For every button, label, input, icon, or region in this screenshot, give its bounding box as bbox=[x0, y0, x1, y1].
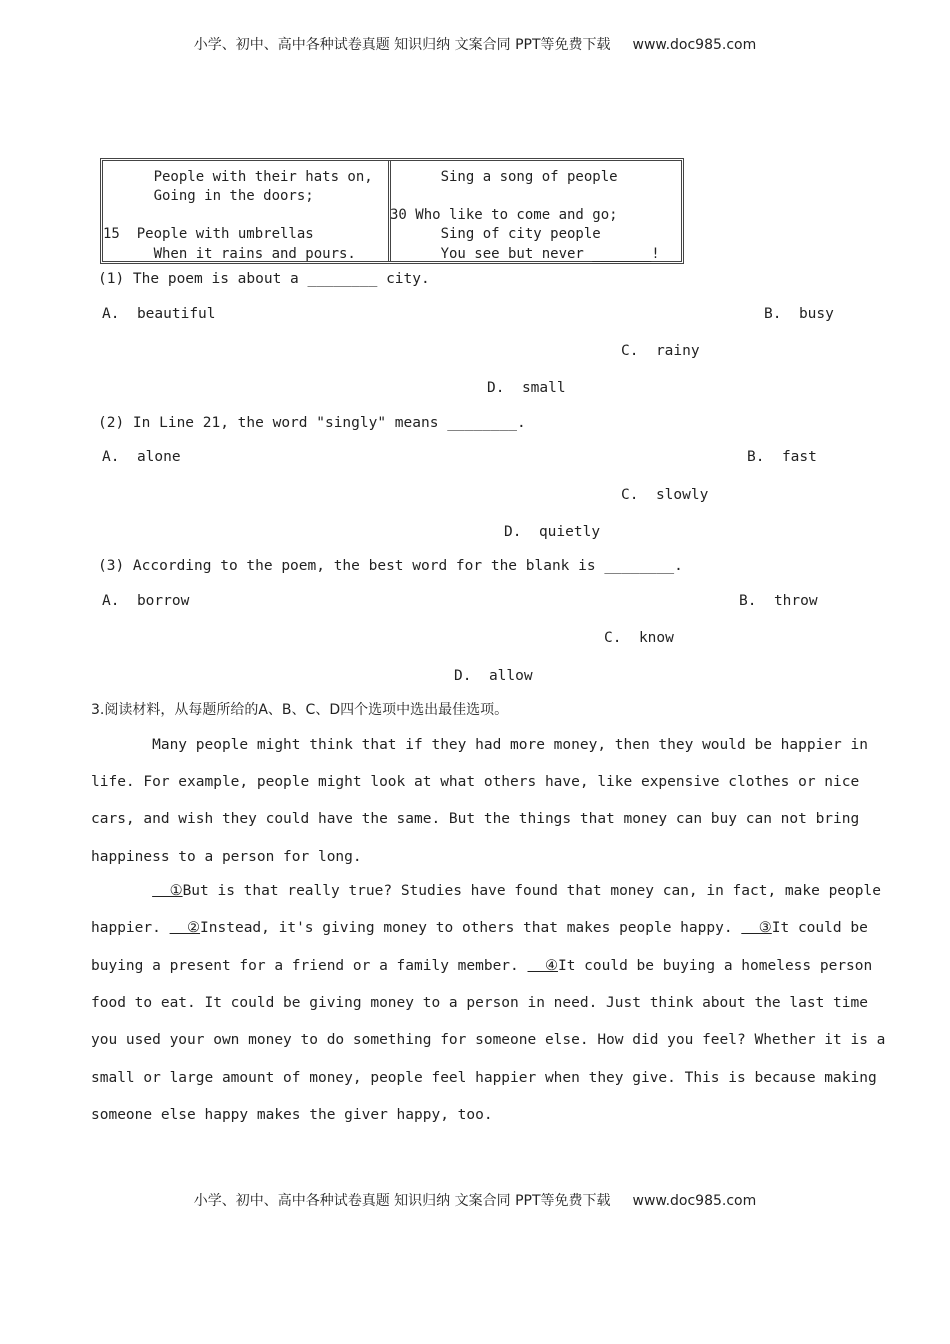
footer-url[interactable]: www.doc985.com bbox=[632, 1193, 757, 1209]
passage-p1-line-2: life. For example, people might look at what others have, like expensive clothes or nice bbox=[91, 774, 860, 790]
poem-right-line-1: Sing a song of people bbox=[390, 169, 618, 185]
option-letter: B. bbox=[764, 306, 782, 322]
passage-p2-line-3 bbox=[91, 956, 872, 976]
page-header bbox=[0, 34, 950, 54]
option-text: alone bbox=[136, 449, 181, 465]
q1-option-c[interactable] bbox=[621, 341, 700, 361]
section-3-title: 3.阅读材料，从每题所给的A、B、C、D四个选项中选出最佳选项。 bbox=[91, 702, 509, 718]
option-letter: C. bbox=[621, 487, 639, 503]
option-letter: A. bbox=[102, 593, 120, 609]
option-text: slowly bbox=[655, 487, 709, 503]
page-footer bbox=[0, 1190, 950, 1210]
poem-left-line-4: 15 People with umbrellas bbox=[103, 226, 314, 242]
passage-text: It could be buying a homeless person bbox=[557, 958, 873, 974]
passage-text: But is that really true? Studies have found that money can, in fact, make people bbox=[182, 883, 881, 899]
question-1-stem: (1) The poem is about a ________ city. bbox=[98, 271, 430, 287]
poem-left-line-5: When it rains and pours. bbox=[103, 246, 356, 262]
q1-option-b[interactable] bbox=[764, 304, 834, 324]
passage-p2-line-2 bbox=[91, 918, 868, 938]
option-text: fast bbox=[781, 449, 817, 465]
option-letter: A. bbox=[102, 306, 120, 322]
passage-p2-line-1 bbox=[91, 881, 881, 901]
indent bbox=[91, 883, 152, 899]
question-2-stem: (2) In Line 21, the word "singly" means ________. bbox=[98, 415, 526, 431]
poem-left-line-1: People with their hats on, bbox=[103, 169, 373, 185]
option-letter: D. bbox=[487, 380, 505, 396]
option-letter: D. bbox=[454, 668, 472, 684]
option-text: busy bbox=[798, 306, 834, 322]
q3-option-d[interactable] bbox=[454, 666, 533, 686]
option-letter: D. bbox=[504, 524, 522, 540]
option-text: know bbox=[638, 630, 674, 646]
option-text: rainy bbox=[655, 343, 700, 359]
blank-3[interactable]: ③ bbox=[741, 920, 772, 936]
passage-p1-line-4: happiness to a person for long. bbox=[91, 849, 362, 865]
passage-text: buying a present for a friend or a family member. bbox=[91, 958, 528, 974]
q3-option-b[interactable] bbox=[739, 591, 818, 611]
passage-text: It could be bbox=[771, 920, 868, 936]
q1-option-d[interactable] bbox=[487, 378, 566, 398]
header-url[interactable]: www.doc985.com bbox=[632, 37, 757, 53]
option-letter: B. bbox=[739, 593, 757, 609]
option-text: quietly bbox=[538, 524, 601, 540]
q2-option-c[interactable] bbox=[621, 485, 708, 505]
passage-text: Instead, it's giving money to others that makes people happy. bbox=[200, 920, 742, 936]
option-letter: C. bbox=[604, 630, 622, 646]
option-text: small bbox=[521, 380, 566, 396]
question-3-stem: (3) According to the poem, the best word for the blank is ________. bbox=[98, 558, 683, 574]
option-letter: C. bbox=[621, 343, 639, 359]
q3-option-a[interactable] bbox=[102, 591, 189, 611]
footer-text: 小学、初中、高中各种试卷真题 知识归纳 文案合同 PPT等免费下载 bbox=[193, 1193, 611, 1209]
option-text: allow bbox=[488, 668, 533, 684]
passage-p2-line-6: small or large amount of money, people feel happier when they give. This is because making bbox=[91, 1070, 877, 1086]
passage-p2-line-4: food to eat. It could be giving money to a person in need. Just think about the last time bbox=[91, 995, 868, 1011]
option-letter: B. bbox=[747, 449, 765, 465]
option-text: beautiful bbox=[136, 306, 216, 322]
header-text: 小学、初中、高中各种试卷真题 知识归纳 文案合同 PPT等免费下载 bbox=[193, 37, 611, 53]
q2-option-a[interactable] bbox=[102, 447, 181, 467]
blank-1[interactable]: ① bbox=[152, 883, 183, 899]
blank-4[interactable]: ④ bbox=[527, 958, 558, 974]
poem-right-line-3: 30 Who like to come and go; bbox=[390, 207, 618, 223]
passage-text: happier. bbox=[91, 920, 170, 936]
passage-p2-line-7: someone else happy makes the giver happy, too. bbox=[91, 1107, 493, 1123]
passage-p1-line-1: Many people might think that if they had more money, then they would be happier in bbox=[91, 737, 868, 753]
q2-option-b[interactable] bbox=[747, 447, 817, 467]
option-text: throw bbox=[773, 593, 818, 609]
q2-option-d[interactable] bbox=[504, 522, 600, 542]
poem-left-line-2: Going in the doors; bbox=[103, 188, 314, 204]
option-letter: A. bbox=[102, 449, 120, 465]
passage-p2-line-5: you used your own money to do something for someone else. How did you feel? Whether it is a bbox=[91, 1032, 886, 1048]
poem-table bbox=[100, 158, 684, 264]
q3-option-c[interactable] bbox=[604, 628, 674, 648]
passage-p1-line-3: cars, and wish they could have the same. But the things that money can buy can not bring bbox=[91, 811, 860, 827]
blank-2[interactable]: ② bbox=[169, 920, 201, 936]
poem-right-line-4: Sing of city people bbox=[390, 226, 601, 242]
poem-right-line-5: You see but never _______! bbox=[390, 246, 660, 262]
option-text: borrow bbox=[136, 593, 190, 609]
q1-option-a[interactable] bbox=[102, 304, 216, 324]
